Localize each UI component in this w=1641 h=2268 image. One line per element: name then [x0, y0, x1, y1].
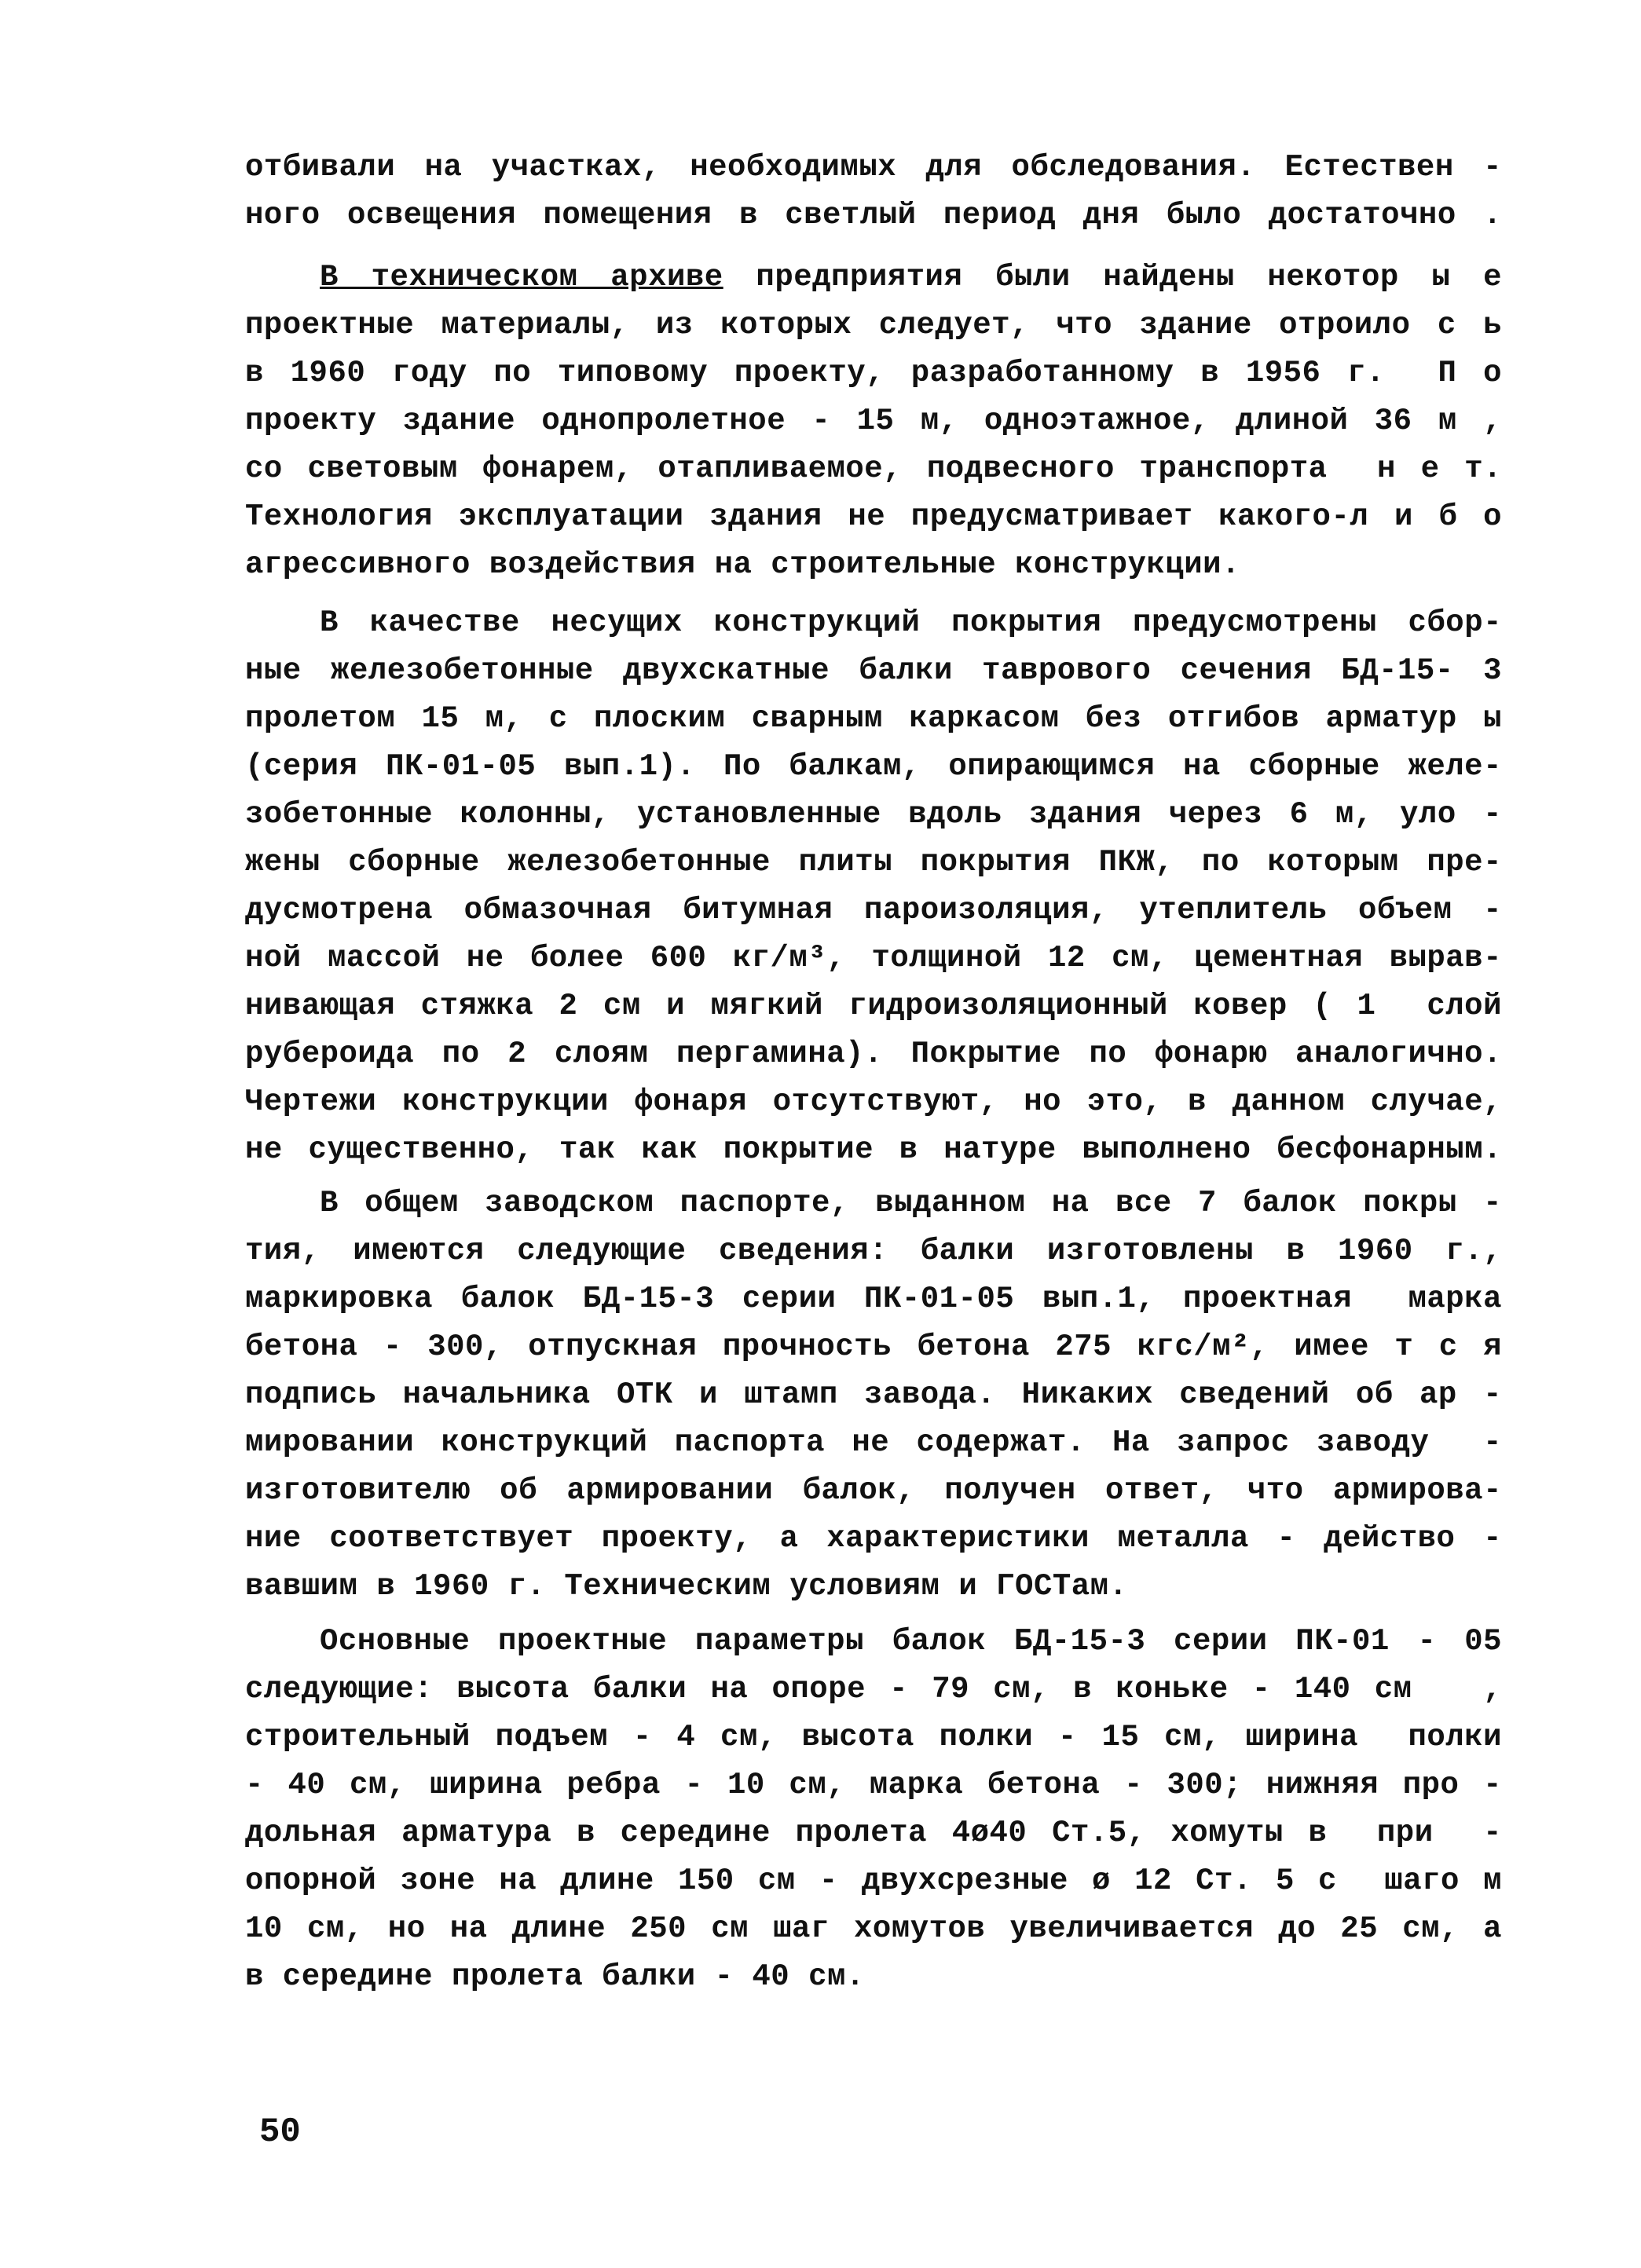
text-line: - 40 см, ширина ребра - 10 см, марка бетона - 300; нижняя про -	[245, 1768, 1502, 1802]
text-line	[245, 254, 1502, 302]
paragraph-2	[245, 254, 1502, 589]
text-line: подпись начальника ОТК и штамп завода. Никаких сведений об ар -	[245, 1377, 1502, 1412]
underlined-phrase: В техническом архиве	[320, 260, 723, 294]
text-line: нивающая стяжка 2 см и мягкий гидроизоляционный ковер ( 1 слой	[245, 989, 1502, 1023]
text-line: вавшим в 1960 г. Техническим условиям и ГОСТам.	[245, 1569, 1128, 1604]
text-fragment: предприятия были найдены некотор ы е	[723, 260, 1502, 294]
text-line: рубероида по 2 слоям пергамина). Покрытие по фонарю аналогично.	[245, 1037, 1502, 1071]
text-line: в 1960 году по типовому проекту, разработанному в 1956 г. П о	[245, 356, 1502, 390]
text-line: в середине пролета балки - 40 см.	[245, 1959, 865, 1994]
text-line: тия, имеются следующие сведения: балки изготовлены в 1960 г.,	[245, 1234, 1502, 1268]
page-number: 50	[259, 2113, 301, 2152]
text-line: ного освещения помещения в светлый период дня было достаточно .	[245, 198, 1502, 232]
text-line: пролетом 15 м, с плоским сварным каркасом без отгибов арматур ы	[245, 701, 1502, 736]
text-line: строительный подъем - 4 см, высота полки - 15 см, ширина полки	[245, 1720, 1502, 1754]
text-line: Основные проектные параметры балок БД-15-3 серии ПК-01 - 05	[320, 1624, 1502, 1659]
text-line: проектные материалы, из которых следует, что здание отроило с ь	[245, 308, 1502, 342]
text-line: отбивали на участках, необходимых для обследования. Естествен -	[245, 150, 1502, 185]
text-line: бетона - 300, отпускная прочность бетона 275 кгс/м², имее т с я	[245, 1330, 1502, 1364]
text-line: маркировка балок БД-15-3 серии ПК-01-05 вып.1, проектная марка	[245, 1282, 1502, 1316]
text-line: ной массой не более 600 кг/м³, толщиной 12 см, цементная вырав-	[245, 941, 1502, 975]
text-line: дольная арматура в середине пролета 4ø40 Ст.5, хомуты в при -	[245, 1816, 1502, 1850]
text-line: агрессивного воздействия на строительные конструкции.	[245, 547, 1240, 582]
text-line: Чертежи конструкции фонаря отсутствуют, но это, в данном случае,	[245, 1085, 1502, 1119]
paragraph-4	[245, 1180, 1502, 1611]
text-line: следующие: высота балки на опоре - 79 см, в коньке - 140 см ,	[245, 1672, 1502, 1706]
text-line: В общем заводском паспорте, выданном на все 7 балок покры -	[320, 1186, 1502, 1220]
text-line: ные железобетонные двухскатные балки таврового сечения БД-15- 3	[245, 653, 1502, 688]
text-line: опорной зоне на длине 150 см - двухсрезные ø 12 Ст. 5 с шаго м	[245, 1864, 1502, 1898]
text-line: дусмотрена обмазочная битумная пароизоляция, утеплитель объем -	[245, 893, 1502, 927]
text-line: зобетонные колонны, установленные вдоль здания через 6 м, уло -	[245, 797, 1502, 832]
paragraph-1	[245, 144, 1502, 240]
text-line: со световым фонарем, отапливаемое, подвесного транспорта н е т.	[245, 452, 1502, 486]
text-line: не существенно, так как покрытие в натуре выполнено бесфонарным.	[245, 1132, 1502, 1167]
paragraph-5	[245, 1618, 1502, 2001]
text-line: (серия ПК-01-05 вып.1). По балкам, опирающимся на сборные желе-	[245, 749, 1502, 784]
text-line: жены сборные железобетонные плиты покрытия ПКЖ, по которым пре-	[245, 845, 1502, 880]
text-line: мировании конструкций паспорта не содержат. На запрос заводу -	[245, 1425, 1502, 1460]
paragraph-3	[245, 599, 1502, 1174]
text-line: В качестве несущих конструкций покрытия предусмотрены сбор-	[320, 605, 1502, 640]
text-line: 10 см, но на длине 250 см шаг хомутов увеличивается до 25 см, а	[245, 1911, 1502, 1946]
text-line: проекту здание однопролетное - 15 м, одноэтажное, длиной 36 м ,	[245, 404, 1502, 438]
text-line: изготовителю об армировании балок, получен ответ, что армирова-	[245, 1473, 1502, 1508]
text-line: Технология эксплуатации здания не предусматривает какого-л и б о	[245, 499, 1502, 534]
text-line: ние соответствует проекту, а характеристики металла - действо -	[245, 1521, 1502, 1556]
